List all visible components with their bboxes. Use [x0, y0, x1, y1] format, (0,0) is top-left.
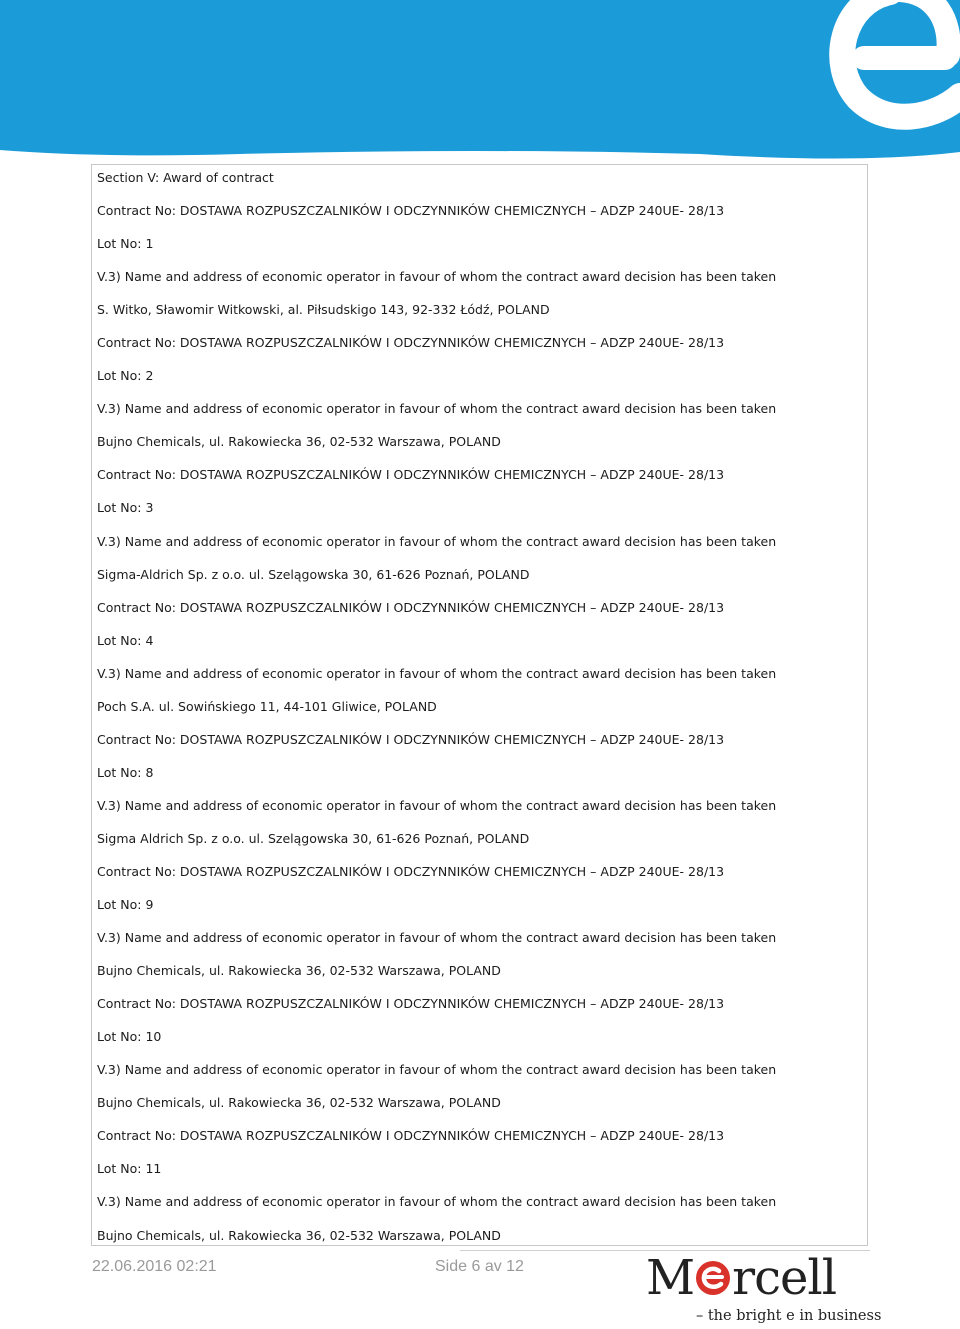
e-swoosh-icon	[695, 1254, 731, 1290]
section-title: Section V: Award of contract	[97, 170, 274, 185]
logo-tagline: – the bright e in business	[696, 1308, 882, 1324]
mercell-logo	[644, 1250, 882, 1328]
contract-number: Contract No: DOSTAWA ROZPUSZCZALNIKÓW I ODCZYNNIKÓW CHEMICZNYCH – ADZP 240UE- 28/13	[97, 203, 725, 219]
award-lines	[97, 169, 863, 1246]
contract-number: Contract No: DOSTAWA ROZPUSZCZALNIKÓW I ODCZYNNIKÓW CHEMICZNYCH – ADZP 240UE- 28/13	[97, 731, 725, 747]
header-banner	[0, 0, 960, 160]
lot-number: Lot No: 3	[97, 500, 154, 516]
contract-number: Contract No: DOSTAWA ROZPUSZCZALNIKÓW I ODCZYNNIKÓW CHEMICZNYCH – ADZP 240UE- 28/13	[97, 335, 725, 351]
operator-heading: V.3) Name and address of economic operator in favour of whom the contract award decision has been taken	[97, 401, 777, 417]
lot-number: Lot No: 8	[97, 764, 154, 780]
logo-letters-rcell: rcell	[732, 1250, 837, 1306]
footer-timestamp: 22.06.2016 02:21	[92, 1258, 217, 1275]
operator-address: Bujno Chemicals, ul. Rakowiecka 36, 02-532 Warszawa, POLAND	[97, 434, 501, 450]
operator-address: Bujno Chemicals, ul. Rakowiecka 36, 02-532 Warszawa, POLAND	[97, 1227, 501, 1243]
logo-wordmark	[646, 1252, 836, 1304]
operator-address: Bujno Chemicals, ul. Rakowiecka 36, 02-532 Warszawa, POLAND	[97, 963, 501, 979]
operator-heading: V.3) Name and address of economic operator in favour of whom the contract award decision has been taken	[97, 797, 777, 813]
operator-heading: V.3) Name and address of economic operator in favour of whom the contract award decision has been taken	[97, 1194, 777, 1210]
contract-number: Contract No: DOSTAWA ROZPUSZCZALNIKÓW I ODCZYNNIKÓW CHEMICZNYCH – ADZP 240UE- 28/13	[97, 1128, 725, 1144]
operator-address: Sigma-Aldrich Sp. z o.o. ul. Szelągowska 30, 61-626 Poznań, POLAND	[97, 566, 530, 582]
operator-heading: V.3) Name and address of economic operator in favour of whom the contract award decision has been taken	[97, 930, 777, 946]
operator-heading: V.3) Name and address of economic operator in favour of whom the contract award decision has been taken	[97, 1062, 777, 1078]
lot-number: Lot No: 10	[97, 1029, 162, 1045]
contract-number: Contract No: DOSTAWA ROZPUSZCZALNIKÓW I ODCZYNNIKÓW CHEMICZNYCH – ADZP 240UE- 28/13	[97, 996, 725, 1012]
header-wave-graphic	[0, 0, 960, 160]
operator-address: Sigma Aldrich Sp. z o.o. ul. Szelągowska 30, 61-626 Poznań, POLAND	[97, 830, 530, 846]
lot-number: Lot No: 9	[97, 897, 154, 913]
logo-letter-m: M	[646, 1250, 695, 1306]
contract-number: Contract No: DOSTAWA ROZPUSZCZALNIKÓW I ODCZYNNIKÓW CHEMICZNYCH – ADZP 240UE- 28/13	[97, 863, 725, 879]
lot-number: Lot No: 1	[97, 236, 154, 252]
footer-page-number: Side 6 av 12	[435, 1258, 524, 1275]
operator-address: S. Witko, Sławomir Witkowski, al. Piłsudskigo 143, 92-332 Łódź, POLAND	[97, 302, 550, 318]
contract-number: Contract No: DOSTAWA ROZPUSZCZALNIKÓW I ODCZYNNIKÓW CHEMICZNYCH – ADZP 240UE- 28/13	[97, 599, 725, 615]
award-section	[91, 164, 868, 1246]
contract-number: Contract No: DOSTAWA ROZPUSZCZALNIKÓW I ODCZYNNIKÓW CHEMICZNYCH – ADZP 240UE- 28/13	[97, 467, 725, 483]
operator-heading: V.3) Name and address of economic operator in favour of whom the contract award decision has been taken	[97, 533, 777, 549]
lot-number: Lot No: 11	[97, 1161, 162, 1177]
operator-heading: V.3) Name and address of economic operator in favour of whom the contract award decision has been taken	[97, 269, 777, 285]
operator-address: Bujno Chemicals, ul. Rakowiecka 36, 02-532 Warszawa, POLAND	[97, 1095, 501, 1111]
operator-heading: V.3) Name and address of economic operator in favour of whom the contract award decision has been taken	[97, 665, 777, 681]
operator-address: Poch S.A. ul. Sowińskiego 11, 44-101 Gliwice, POLAND	[97, 698, 437, 714]
lot-number: Lot No: 2	[97, 368, 154, 384]
lot-number: Lot No: 4	[97, 632, 154, 648]
